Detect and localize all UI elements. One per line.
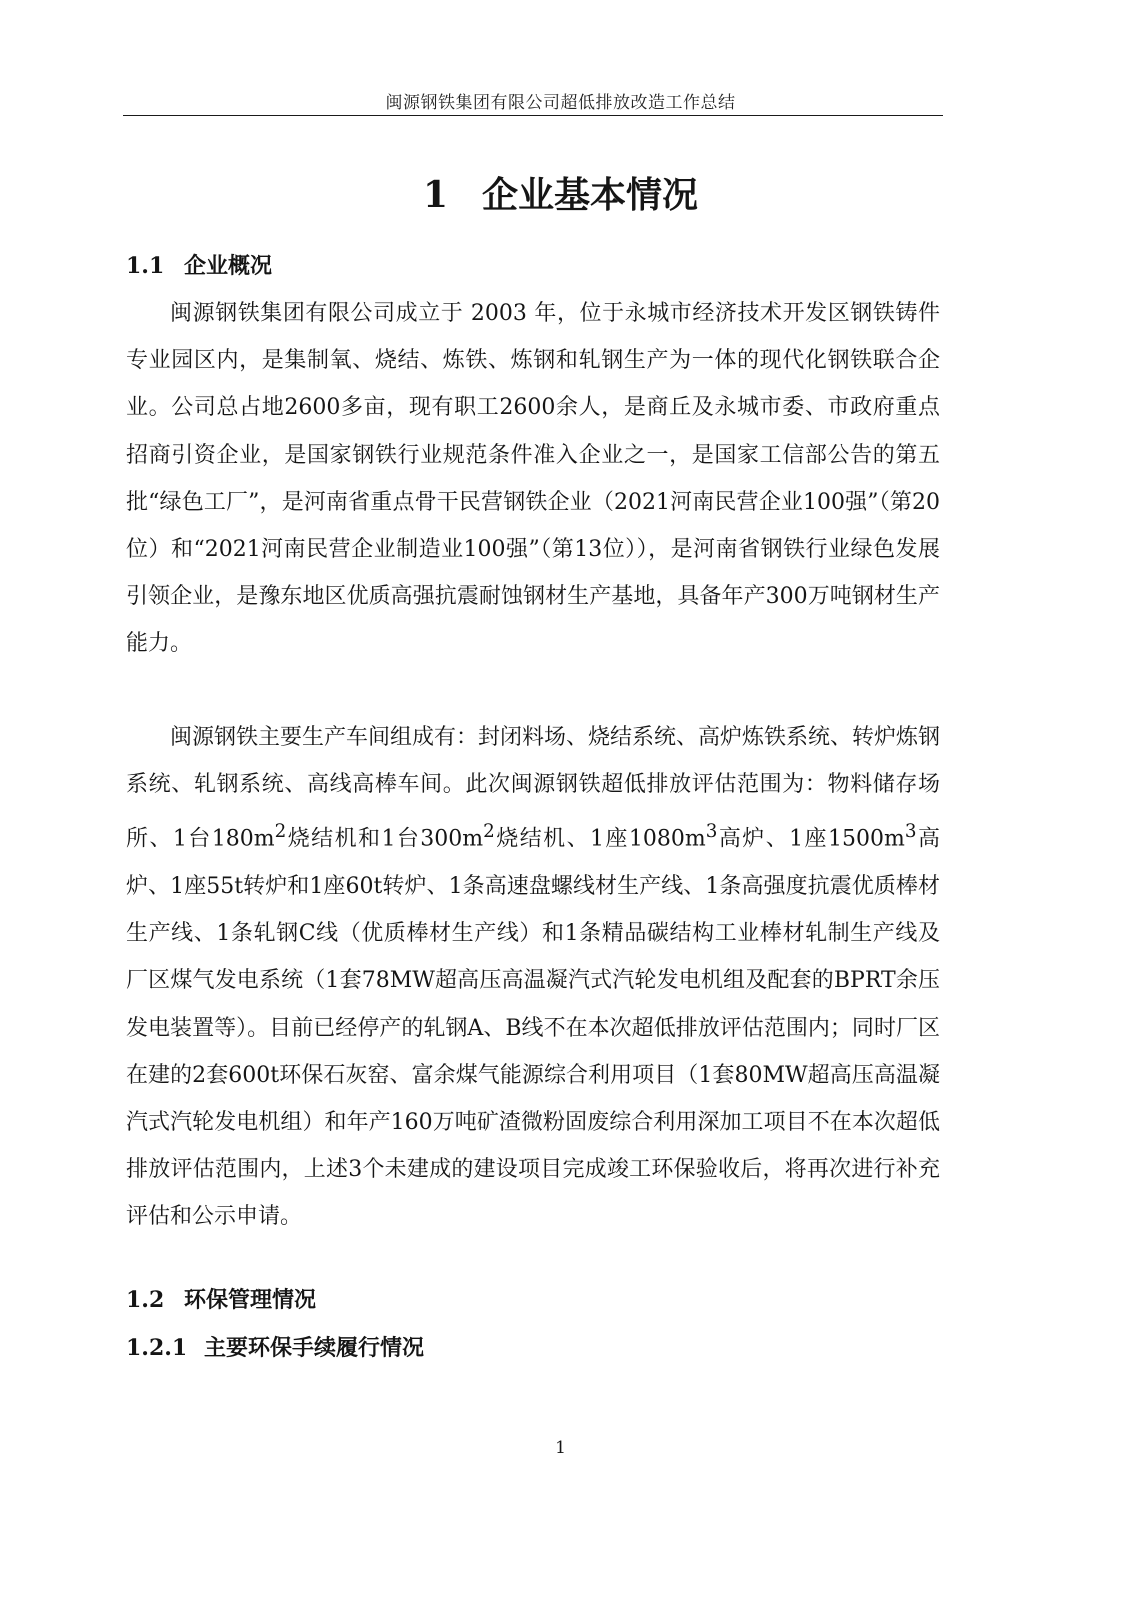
- page-number: 1: [555, 1438, 566, 1458]
- section-number: 1.2.1: [126, 1335, 188, 1361]
- text-run: 烧结机和1台300m: [286, 826, 484, 852]
- superscript: 2: [483, 821, 495, 843]
- paragraph-company-overview: 闽源钢铁集团有限公司成立于 2003 年，位于永城市经济技术开发区钢铁铸件专业园区内，是集制氧、烧结、炼铁、炼钢和轧钢生产为一体的现代化钢铁联合企业。公司总占地2600多亩，现有职工2600余人，是商丘及永城市委、市政府重点招商引资企业，是国家钢铁行业规范条件准入企业之一，是国家工信部公告的第五批“绿色工厂”，是河南省重点骨干民营钢铁企业（2021河南民营企业100强”（第20位）和“2021河南民营企业制造业100强”（第13位）），是河南省钢铁行业绿色发展引领企业，是豫东地区优质高强抗震耐蚀钢材生产基地，具备年产300万吨钢材生产能力。: [126, 301, 940, 657]
- section-heading-1-2-1: [126, 1330, 424, 1366]
- text-run: 闽源钢铁主要生产车间组成有：封闭料场、烧结系统、高炉炼铁系统、转炉炼钢系统、轧钢系统、高线高棒车间。此次闽源钢铁超低排放评估范围为：物料储存场所、1台180m: [126, 725, 941, 852]
- paragraph-production-scope: [126, 714, 940, 1241]
- chapter-title: [0, 165, 1121, 225]
- section-number: 1.1: [126, 253, 165, 279]
- section-heading-1-2: [126, 1282, 316, 1318]
- header-rule: [123, 115, 943, 116]
- text-run: 烧结机、1座1080m: [494, 826, 706, 852]
- section-heading-1-1: [126, 248, 272, 284]
- superscript: 3: [705, 821, 718, 843]
- section-title: 环保管理情况: [184, 1287, 317, 1313]
- superscript: 2: [274, 821, 287, 843]
- section-title: 企业概况: [184, 253, 273, 279]
- chapter-title-text: 企业基本情况: [482, 174, 699, 216]
- text-run: 高炉、1座1500m: [717, 826, 905, 852]
- section-number: 1.2: [126, 1287, 165, 1313]
- section-title: 主要环保手续履行情况: [204, 1335, 425, 1361]
- text-run: 高炉、1座55t转炉和1座60t转炉、1条高速盘螺线材生产线、1条高强度抗震优质棒材生产线、1条轧钢C线（优质棒材生产线）和1条精品碳结构工业棒材轧制生产线及厂区煤气发电系统（1套78MW超高压高温凝汽式汽轮发电机组及配套的BPRT余压发电装置等）。目前已经停产的轧钢A、B线不在本次超低排放评估范围内；同时厂区在建的2套600t环保石灰窑、富余煤气能源综合利用项目（1套80MW超高压高温凝汽式汽轮发电机组）和年产160万吨矿渣微粉固废综合利用深加工项目不在本次超低排放评估范围内，上述3个未建成的建设项目完成竣工环保验收后，将再次进行补充评估和公示申请。: [126, 826, 940, 1230]
- superscript: 3: [904, 821, 917, 843]
- chapter-number: 1: [422, 174, 449, 216]
- running-header: 闽源钢铁集团有限公司超低排放改造工作总结: [385, 93, 736, 113]
